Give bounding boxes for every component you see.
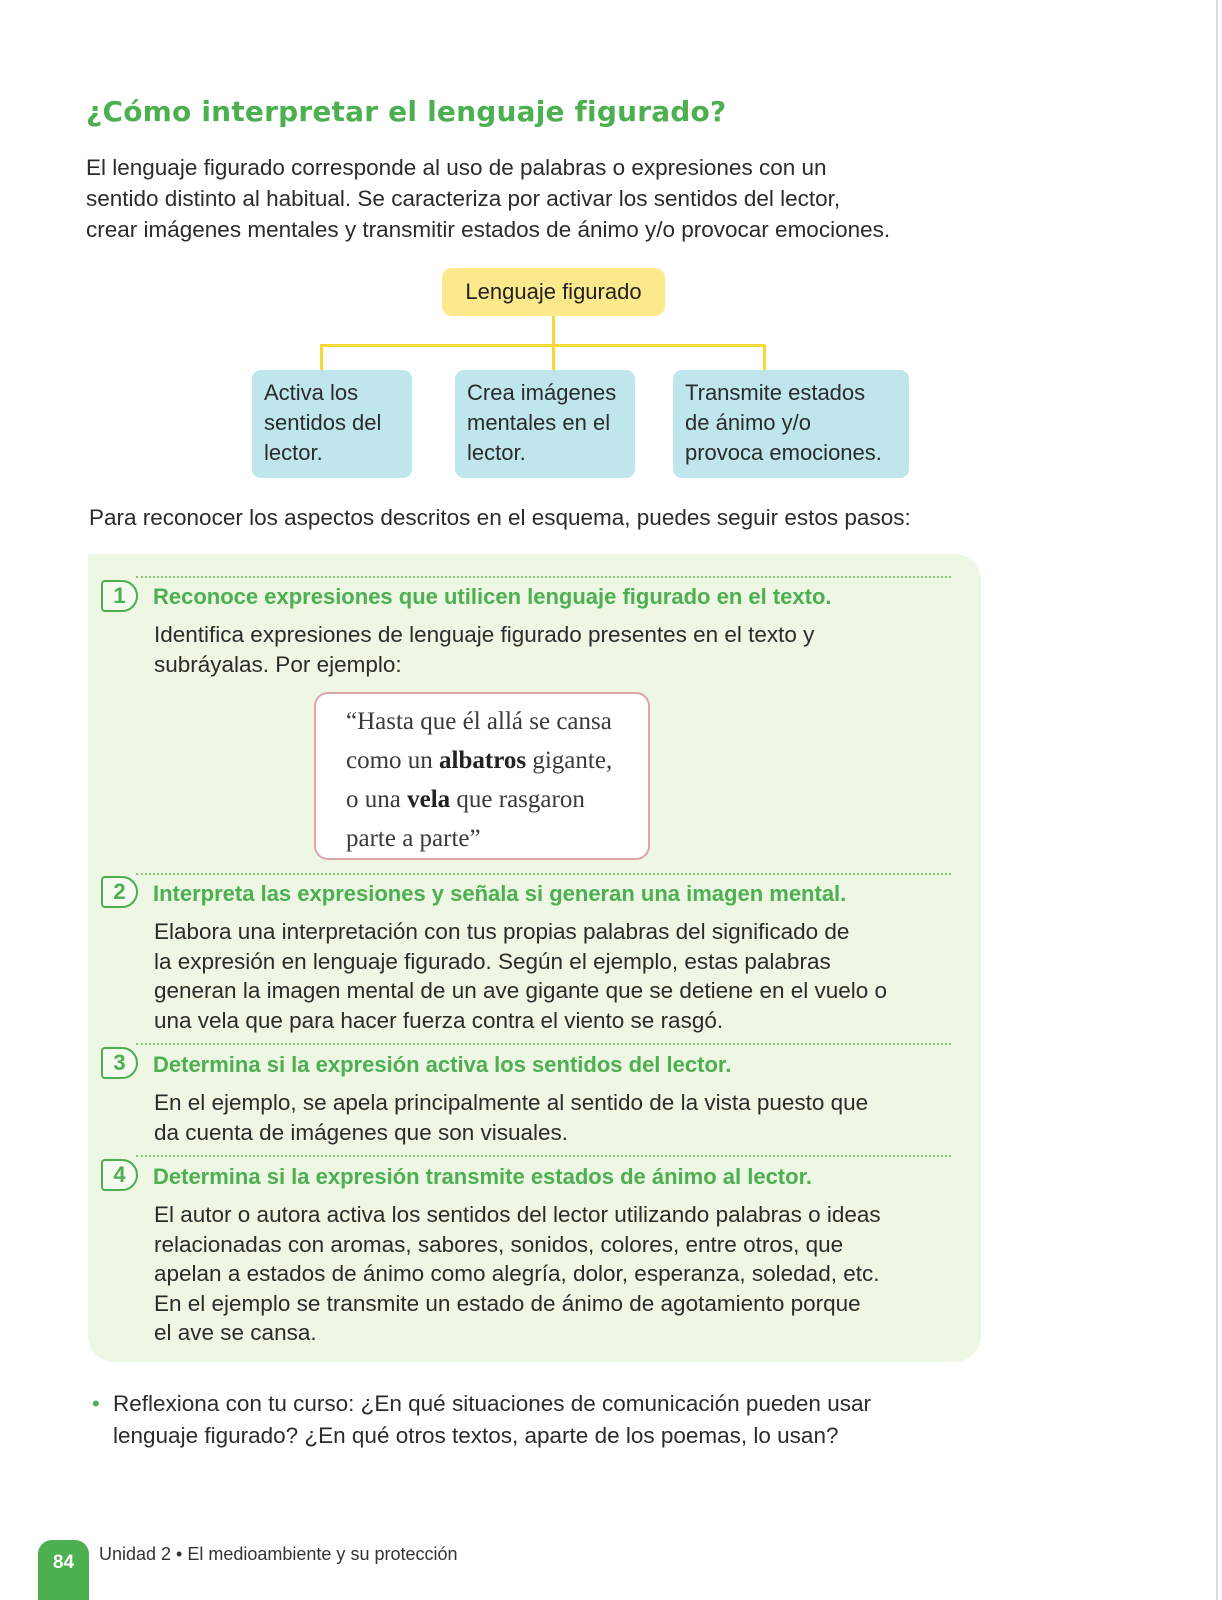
- child-line: lector.: [264, 440, 323, 465]
- step-number-badge: 3: [101, 1047, 138, 1079]
- child-line: Transmite estados: [685, 380, 866, 405]
- diagram-connector-bar: [320, 344, 766, 347]
- intro-line: sentido distinto al habitual. Se caracteriza por activar los sentidos del lector,: [86, 186, 841, 211]
- diagram-connector-left: [320, 344, 323, 370]
- step-title: Reconoce expresiones que utilicen lenguaje figurado en el texto.: [153, 584, 832, 609]
- step-body-line: El autor o autora activa los sentidos del lector utilizando palabras o ideas: [154, 1202, 881, 1227]
- step-body-line: Identifica expresiones de lenguaje figurado presentes en el texto y: [154, 622, 815, 647]
- quote-text: como un: [346, 747, 440, 774]
- step-body: [154, 917, 887, 1035]
- quote-highlight: albatros: [439, 747, 527, 774]
- child-line: Activa los: [264, 380, 359, 405]
- diagram-child-senses: [252, 370, 412, 478]
- step-body: [154, 620, 814, 679]
- step-number-badge: 2: [101, 876, 138, 908]
- step-number-badge: 4: [101, 1159, 138, 1191]
- step-body: [154, 1088, 868, 1147]
- child-line: provoca emociones.: [685, 440, 882, 465]
- step-body-line: En el ejemplo se transmite un estado de ánimo de agotamiento porque: [154, 1290, 861, 1316]
- example-quote-box: [314, 692, 650, 860]
- page-edge: [1216, 0, 1218, 1600]
- step-title: Interpreta las expresiones y señala si generan una imagen mental.: [153, 881, 847, 906]
- intro-line: El lenguaje figurado corresponde al uso de palabras o expresiones con un: [86, 155, 827, 180]
- diagram-connector-middle: [552, 344, 555, 370]
- quote-line: “Hasta que él allá se cansa: [346, 708, 612, 735]
- step-body-line: la expresión en lenguaje figurado. Según el ejemplo, estas palabras: [154, 948, 831, 974]
- step-number-badge: 1: [101, 580, 138, 612]
- child-line: sentidos del: [264, 410, 382, 435]
- step-body-line: generan la imagen mental de un ave gigante que se detiene en el vuelo o: [154, 978, 888, 1003]
- dotted-divider: [136, 1155, 951, 1157]
- reflection-text: [113, 1388, 871, 1452]
- intro-line: crear imágenes mentales y transmitir estados de ánimo y/o provocar emociones.: [86, 217, 891, 242]
- dotted-divider: [136, 576, 951, 578]
- step-title: Determina si la expresión activa los sentidos del lector.: [153, 1052, 732, 1077]
- quote-line: [346, 780, 648, 819]
- step-title: Determina si la expresión transmite estados de ánimo al lector.: [153, 1164, 813, 1189]
- quote-text: o una: [346, 786, 408, 813]
- diagram-root-box: Lenguaje figurado: [442, 268, 665, 316]
- step-body-line: da cuenta de imágenes que son visuales.: [154, 1119, 569, 1145]
- bullet-icon: •: [92, 1391, 100, 1416]
- step-body-line: En el ejemplo, se apela principalmente al sentido de la vista puesto que: [154, 1090, 869, 1115]
- diagram-child-emotions: [673, 370, 909, 478]
- quote-text: gigante,: [526, 747, 613, 774]
- page-title: ¿Cómo interpretar el lenguaje figurado?: [86, 95, 727, 128]
- child-line: de ánimo y/o: [685, 410, 811, 435]
- step-body-line: relacionadas con aromas, sabores, sonidos, colores, entre otros, que: [154, 1231, 844, 1257]
- page-number: 84: [38, 1540, 89, 1600]
- diagram-connector-right: [763, 344, 766, 370]
- child-line: mentales en el: [467, 410, 611, 435]
- diagram-connector-stem: [552, 316, 555, 345]
- dotted-divider: [136, 1043, 951, 1045]
- step-body-line: una vela que para hacer fuerza contra el viento se rasgó.: [154, 1007, 724, 1033]
- step-body-line: subráyalas. Por ejemplo:: [154, 651, 402, 677]
- intro-paragraph: [86, 152, 986, 245]
- child-line: lector.: [467, 440, 526, 465]
- quote-line: parte a parte”: [346, 825, 481, 852]
- child-line: Crea imágenes: [467, 380, 617, 405]
- steps-lead-text: Para reconocer los aspectos descritos en el esquema, puedes seguir estos pasos:: [89, 505, 911, 530]
- step-body: [154, 1200, 881, 1348]
- reflection-line: lenguaje figurado? ¿En qué otros textos, aparte de los poemas, lo usan?: [113, 1423, 839, 1448]
- reflection-line: Reflexiona con tu curso: ¿En qué situaciones de comunicación pueden usar: [113, 1391, 871, 1416]
- quote-text: que rasgaron: [450, 786, 585, 813]
- step-body-line: el ave se cansa.: [154, 1320, 317, 1345]
- diagram-child-images: [455, 370, 635, 478]
- step-body-line: Elabora una interpretación con tus propias palabras del significado de: [154, 919, 850, 944]
- quote-line: [346, 741, 648, 780]
- footer-unit-text: Unidad 2 • El medioambiente y su protección: [99, 1544, 458, 1564]
- quote-highlight: vela: [407, 786, 451, 813]
- dotted-divider: [136, 873, 951, 875]
- step-body-line: apelan a estados de ánimo como alegría, dolor, esperanza, soledad, etc.: [154, 1261, 880, 1286]
